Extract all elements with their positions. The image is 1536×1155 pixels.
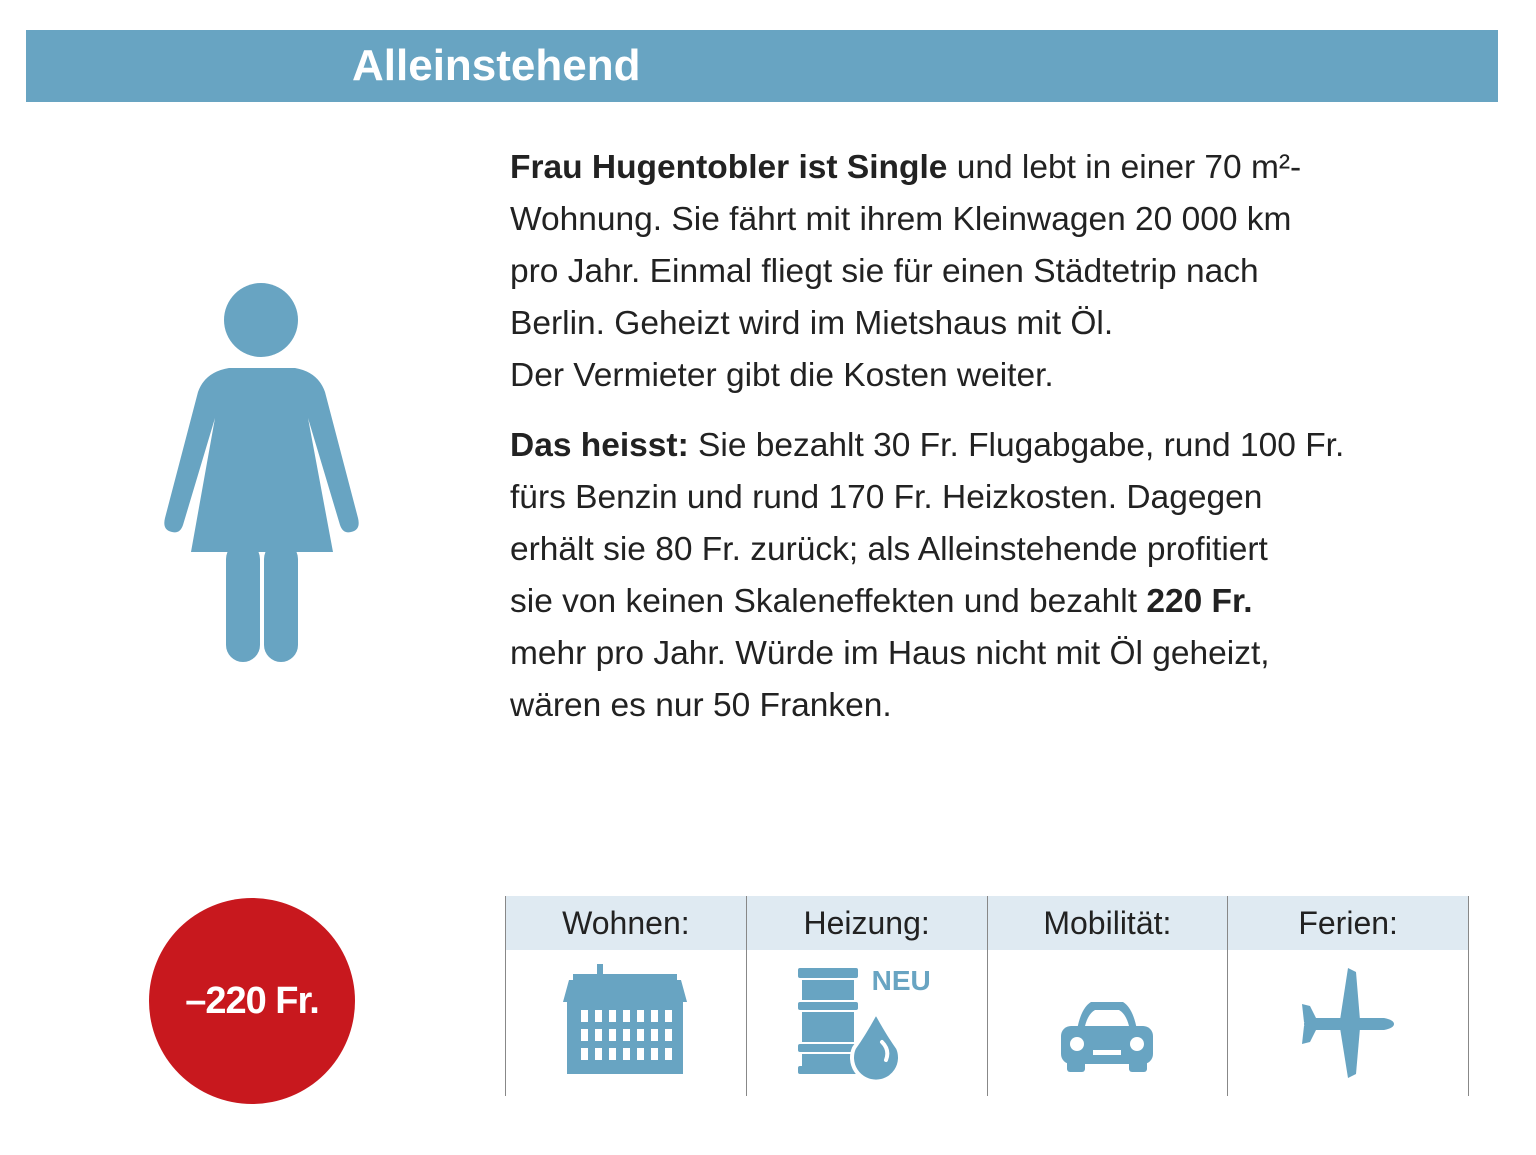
intro-line: Berlin. Geheizt wird im Mietshaus mit Öl.: [510, 305, 1114, 342]
intro-line: pro Jahr. Einmal fliegt sie für einen Städtetrip nach: [510, 253, 1259, 290]
explanation-paragraph: [510, 420, 1520, 732]
category-label: Wohnen:: [506, 896, 746, 950]
category-label: Mobilität:: [988, 896, 1228, 950]
category-table: [505, 896, 1469, 1096]
category-ferien: [1228, 896, 1469, 1096]
intro-line: und lebt in einer 70 m²-: [947, 149, 1302, 186]
section-title: Alleinstehend: [352, 41, 641, 90]
car-icon: [988, 964, 1228, 1084]
section-header: [26, 30, 1498, 102]
category-wohnen: [506, 896, 747, 1096]
explanation-line: fürs Benzin und rund 170 Fr. Heizkosten. Dagegen: [510, 479, 1263, 516]
category-mobilitaet: [988, 896, 1229, 1096]
explanation-line: mehr pro Jahr. Würde im Haus nicht mit Öl geheizt,: [510, 635, 1270, 672]
category-label: Heizung:: [747, 896, 987, 950]
airplane-icon: [1228, 964, 1468, 1084]
category-label: Ferien:: [1228, 896, 1468, 950]
intro-paragraph: [510, 142, 1520, 402]
building-icon: [506, 964, 746, 1084]
cost-badge-value: –220 Fr.: [185, 979, 319, 1022]
explanation-lead: Das heisst:: [510, 427, 689, 464]
explanation-line: erhält sie 80 Fr. zurück; als Alleinstehende profitiert: [510, 531, 1268, 568]
category-heizung: [747, 896, 988, 1096]
oil-barrel-icon: [747, 964, 987, 1084]
new-tag: NEU: [871, 965, 931, 996]
intro-line: Wohnung. Sie fährt mit ihrem Kleinwagen 20 000 km: [510, 201, 1292, 238]
intro-lead: Frau Hugentobler ist Single: [510, 149, 948, 186]
explanation-amount: 220 Fr.: [1146, 583, 1253, 620]
explanation-line: sie von keinen Skaleneffekten und bezahlt: [510, 583, 1147, 620]
explanation-line: Sie bezahlt 30 Fr. Flugabgabe, rund 100 Fr.: [688, 427, 1345, 464]
cost-badge: [149, 898, 355, 1104]
explanation-line: wären es nur 50 Franken.: [510, 687, 892, 724]
intro-line: Der Vermieter gibt die Kosten weiter.: [510, 357, 1054, 394]
woman-figure-icon: [155, 280, 370, 670]
